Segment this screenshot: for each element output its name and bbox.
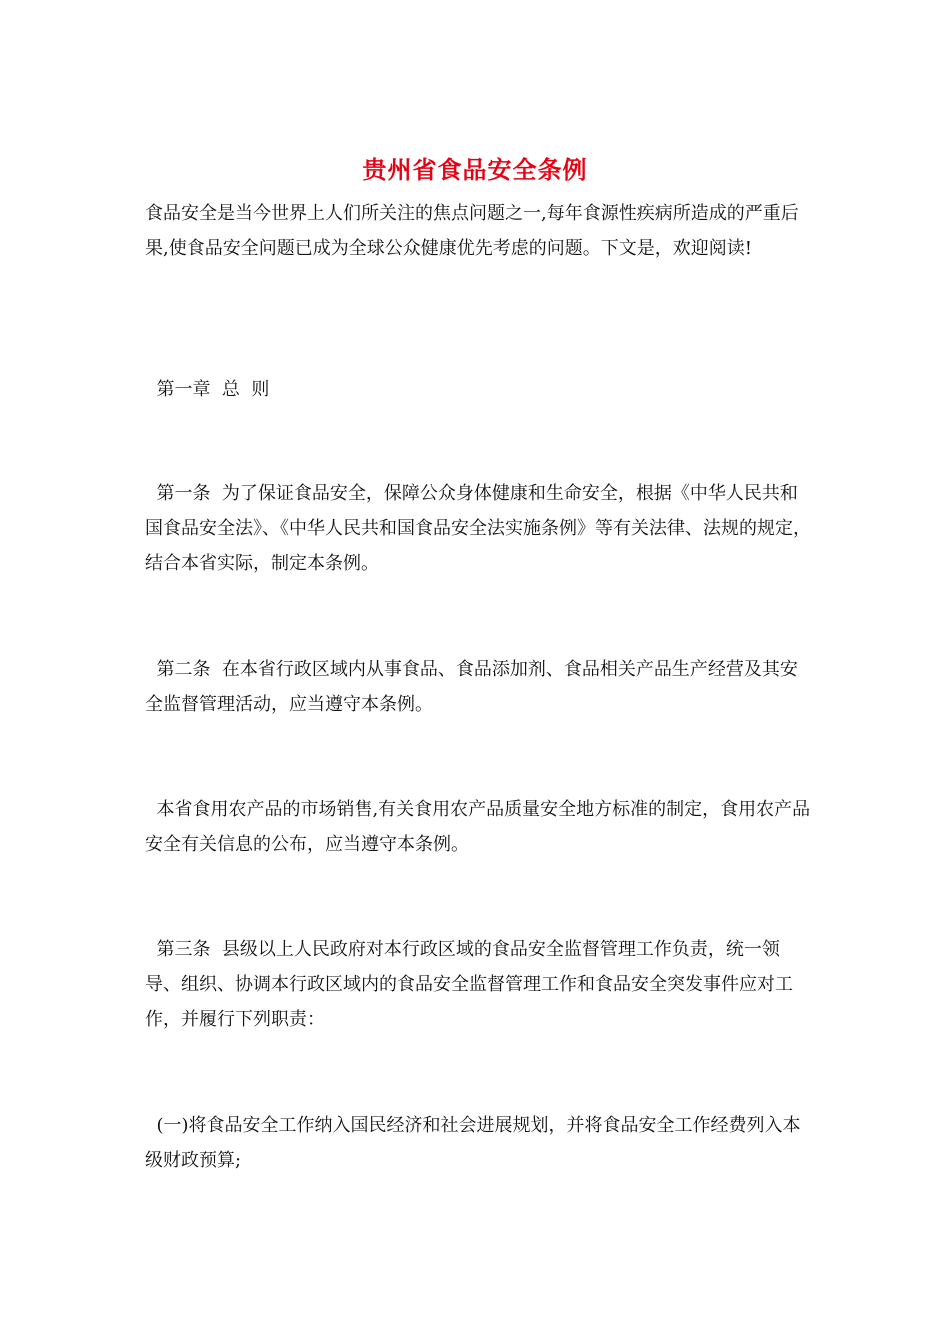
article-2-paragraph-2: 本省食用农产品的市场销售,有关食用农产品质量安全地方标准的制定，食用农产品安全有关信息的公布，应当遵守本条例。 (145, 799, 811, 855)
intro-paragraph: 食品安全是当今世界上人们所关注的焦点问题之一,每年食源性疾病所造成的严重后果,使食品安全问题已成为全球公众健康优先考虑的问题。下文是，欢迎阅读! (145, 203, 799, 259)
article-2-paragraph: 第二条 在本省行政区域内从事食品、食品添加剂、食品相关产品生产经营及其安全监督管理活动，应当遵守本条例。 (145, 659, 798, 715)
article-1-paragraph: 第一条 为了保证食品安全，保障公众身体健康和生命安全，根据《中华人民共和国食品安全法》、《中华人民共和国食品安全法实施条例》等有关法律、法规的规定，结合本省实际，制定本条例。 (145, 483, 811, 574)
chapter-heading: 第一章 总 则 (145, 379, 270, 400)
article-3-paragraph: 第三条 县级以上人民政府对本行政区域的食品安全监督管理工作负责，统一领导、组织、协调本行政区域内的食品安全监督管理工作和食品安全突发事件应对工作，并履行下列职责： (145, 939, 793, 1030)
article-3-item-1: (一)将食品安全工作纳入国民经济和社会进展规划，并将食品安全工作经费列入本级财政预算; (145, 1115, 801, 1171)
document-title: 贵州省食品安全条例 (362, 155, 588, 184)
